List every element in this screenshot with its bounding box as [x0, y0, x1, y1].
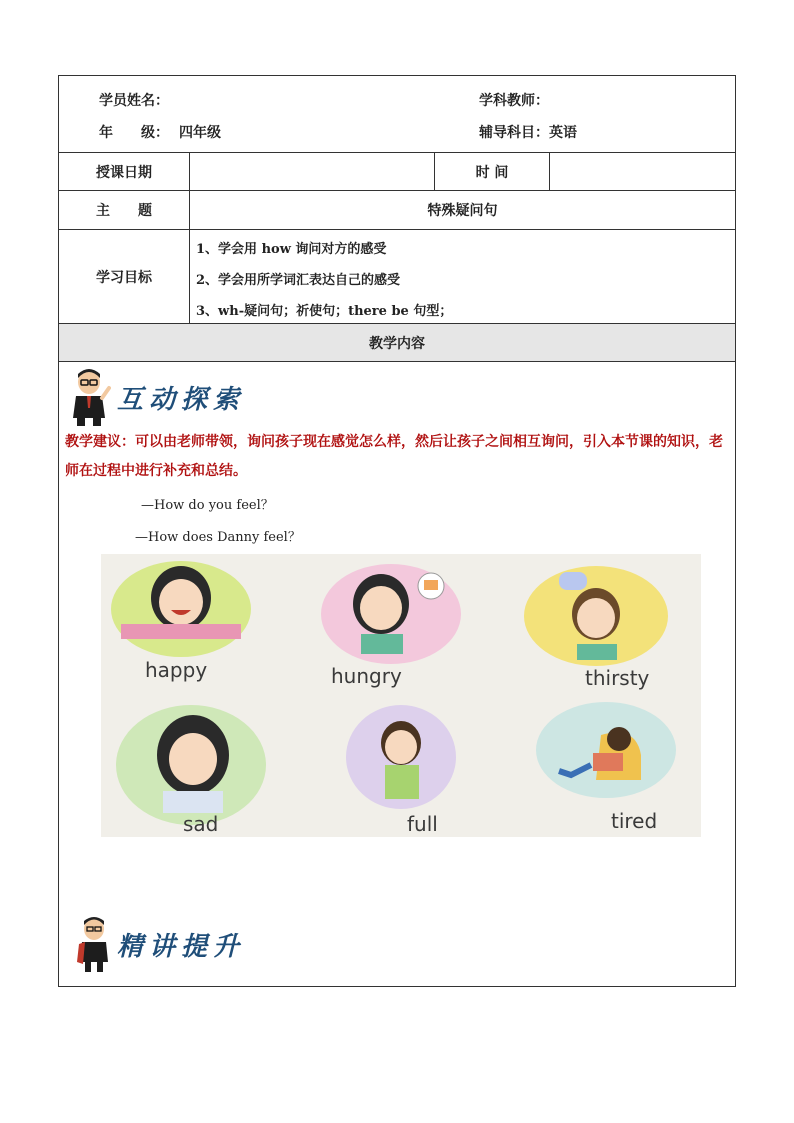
feeling-panel-full: [301, 695, 501, 836]
full-girl-icon: [301, 695, 501, 837]
teacher-label: 学科教师：: [479, 93, 549, 109]
goals-label: 学习目标: [59, 230, 190, 323]
content-label: 教学内容: [369, 335, 425, 352]
tired-girl-icon: [501, 695, 701, 837]
feeling-panel-tired: [501, 695, 701, 836]
feeling-panel-thirsty: [501, 554, 701, 695]
student-name-label: 学员姓名：: [99, 93, 169, 109]
section1-heading: [67, 368, 245, 426]
feeling-panel-sad: [101, 695, 301, 836]
date-label: 授课日期: [59, 153, 190, 190]
goal-item: 2、学会用所学词汇表达自己的感受: [196, 273, 401, 288]
grade-value: 四年级: [179, 125, 221, 141]
lesson-plan-table: [58, 75, 736, 987]
dialog-line: —How does Danny feel？: [135, 530, 301, 545]
grade-label: 年 级：: [99, 125, 169, 141]
content-header-row: [59, 324, 735, 362]
feeling-word: hungry: [331, 664, 402, 688]
header-row: [59, 76, 735, 153]
date-time-row: [59, 153, 735, 191]
feelings-picture: [101, 554, 701, 837]
feeling-word: happy: [145, 658, 208, 682]
feeling-panel-hungry: [301, 554, 501, 695]
feeling-word: thirsty: [585, 666, 650, 690]
section1-title: 互动探索: [117, 384, 246, 415]
goal-item: 1、学会用 how 询问对方的感受: [196, 242, 387, 257]
feeling-word: full: [407, 812, 438, 836]
topic-label: 主 题: [59, 191, 190, 229]
goal-item: 3、wh-疑问句；祈使句；there be 句型；: [196, 304, 453, 319]
time-value-cell: [550, 153, 735, 190]
topic-value: 特殊疑问句: [427, 203, 498, 219]
section2-heading: [77, 916, 245, 972]
date-value-cell: [190, 153, 435, 190]
feeling-word: sad: [183, 812, 219, 836]
teaching-suggestion: 教学建议：可以由老师带领，询问孩子现在感觉怎么样，然后让孩子之间相互询问，引入本节课的知识，老师在过程中进行补充和总结。: [65, 434, 723, 479]
subject-label: 辅导科目：: [479, 125, 549, 141]
time-label: 时 间: [435, 153, 550, 190]
teacher-avatar-icon: [77, 916, 111, 972]
teacher-avatar-icon: [67, 368, 111, 426]
goals-row: [59, 230, 735, 324]
subject-value: 英语: [549, 125, 577, 141]
topic-row: [59, 191, 735, 230]
goals-list: [190, 230, 735, 323]
feeling-panel-happy: [101, 554, 301, 695]
dialog-line: —How do you feel？: [141, 498, 274, 513]
section2-title: 精讲提升: [117, 931, 246, 962]
feeling-word: tired: [611, 809, 658, 833]
